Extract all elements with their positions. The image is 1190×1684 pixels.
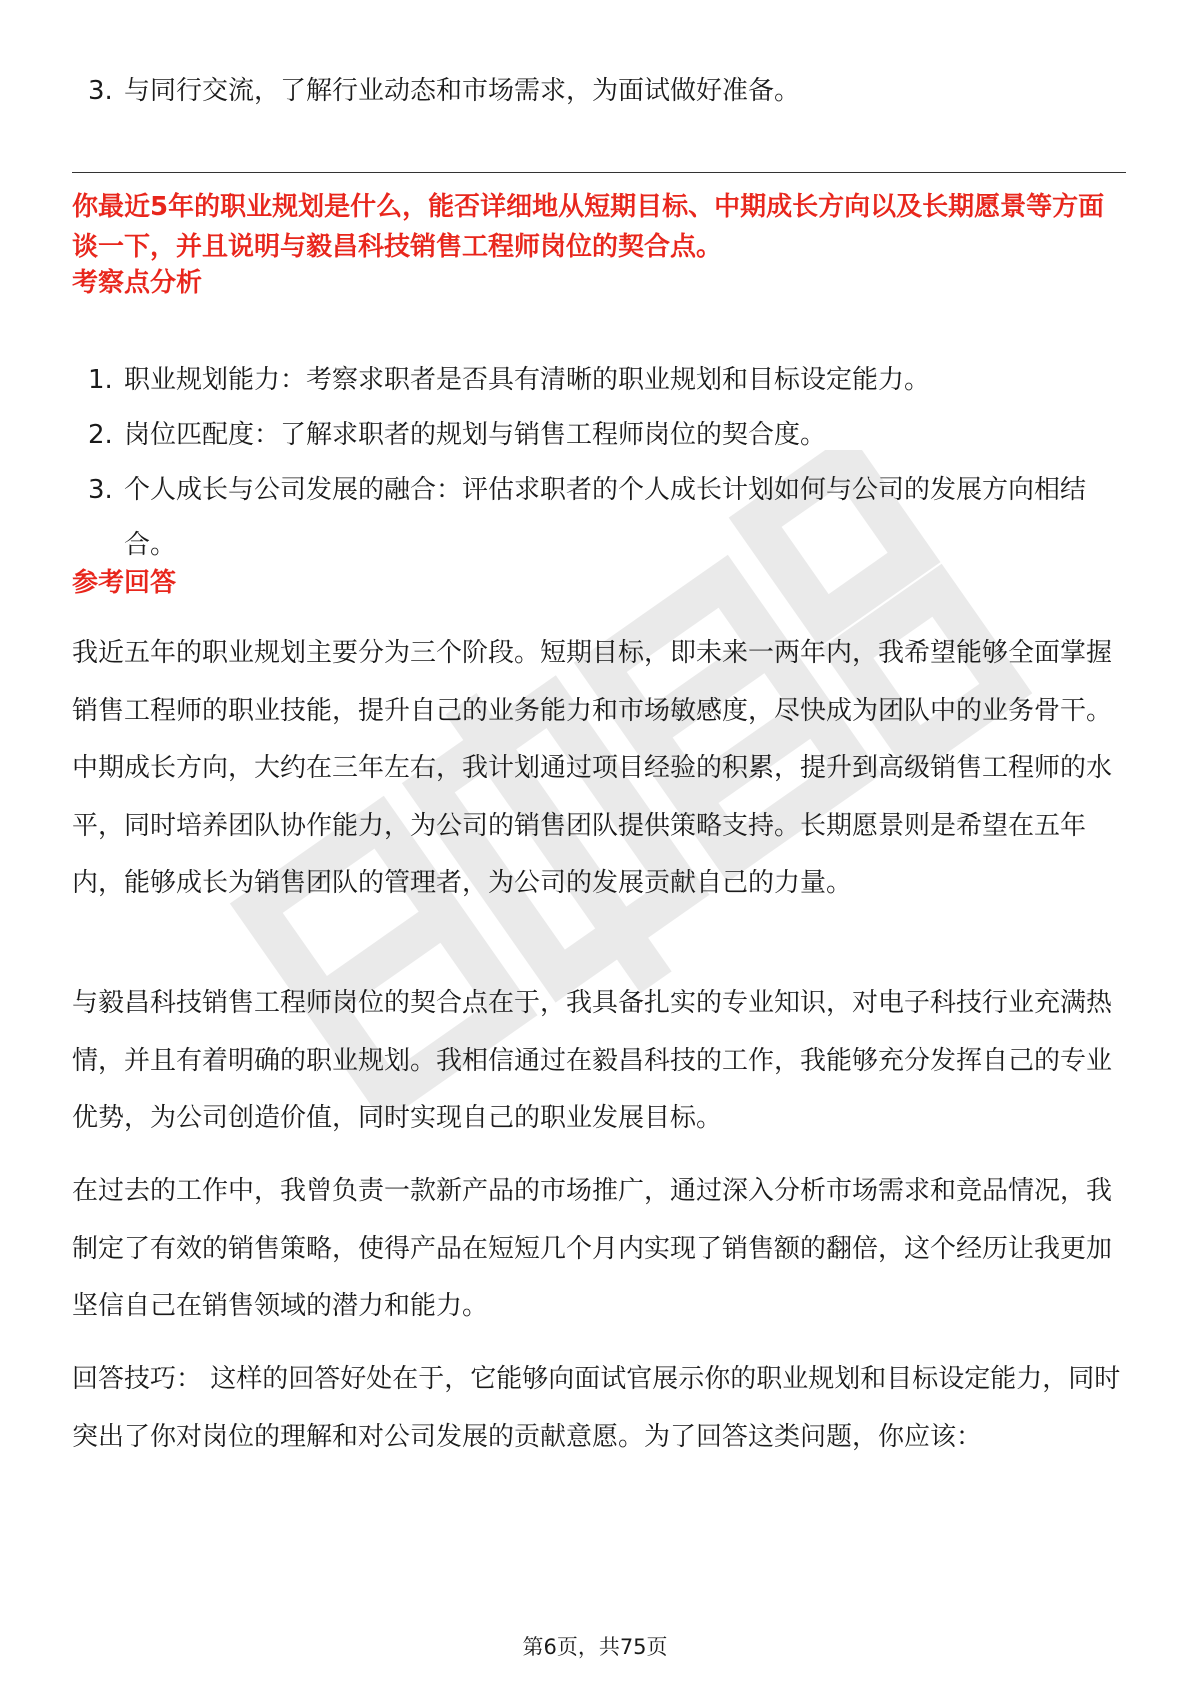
answer-title: 参考回答 (72, 568, 177, 598)
answer-paragraph: 在过去的工作中，我曾负责一款新产品的市场推广，通过深入分析市场需求和竞品情况，我制定了有效的销售策略，使得产品在短短几个月内实现了销售额的翻倍，这个经历让我更加坚信自己在销售领域的潜力和能力。 (72, 1176, 1113, 1321)
list-number: 3. (88, 76, 113, 106)
answer-paragraph: 与毅昌科技销售工程师岗位的契合点在于，我具备扎实的专业知识，对电子科技行业充满热情，并且有着明确的职业规划。我相信通过在毅昌科技的工作，我能够充分发挥自己的专业优势，为公司创造价值，同时实现自己的职业发展目标。 (72, 988, 1113, 1133)
analysis-title: 考察点分析 (72, 268, 203, 298)
answer-tips-paragraph: 回答技巧： 这样的回答好处在于，它能够向面试官展示你的职业规划和目标设定能力，同时突出了你对岗位的理解和对公司发展的贡献意愿。为了回答这类问题，你应该： (72, 1364, 1121, 1452)
previous-list (72, 63, 1126, 120)
section-divider (72, 172, 1126, 173)
list-item (72, 353, 1126, 408)
list-number: 3. (88, 475, 113, 505)
list-text: 与同行交流，了解行业动态和市场需求，为面试做好准备。 (124, 76, 801, 106)
list-number: 1. (88, 365, 113, 395)
list-item (72, 408, 1126, 463)
list-item (72, 463, 1126, 573)
document-page (72, 0, 1126, 1684)
page-footer: 第6页，共75页 (522, 1635, 668, 1659)
list-text: 职业规划能力：考察求职者是否具有清晰的职业规划和目标设定能力。 (124, 365, 931, 395)
list-text: 个人成长与公司发展的融合：评估求职者的个人成长计划如何与公司的发展方向相结合。 (124, 475, 1087, 560)
question-heading: 你最近5年的职业规划是什么，能否详细地从短期目标、中期成长方向以及长期愿景等方面谈一下，并且说明与毅昌科技销售工程师岗位的契合点。 (72, 192, 1105, 262)
analysis-list (72, 353, 1126, 573)
list-item (72, 63, 1126, 120)
list-text: 岗位匹配度：了解求职者的规划与销售工程师岗位的契合度。 (124, 420, 827, 450)
answer-paragraph: 我近五年的职业规划主要分为三个阶段。短期目标，即未来一两年内，我希望能够全面掌握销售工程师的职业技能，提升自己的业务能力和市场敏感度，尽快成为团队中的业务骨干。中期成长方向，大约在三年左右，我计划通过项目经验的积累，提升到高级销售工程师的水平，同时培养团队协作能力，为公司的销售团队提供策略支持。长期愿景则是希望在五年内，能够成长为销售团队的管理者，为公司的发展贡献自己的力量。 (72, 638, 1113, 898)
list-number: 2. (88, 420, 113, 450)
